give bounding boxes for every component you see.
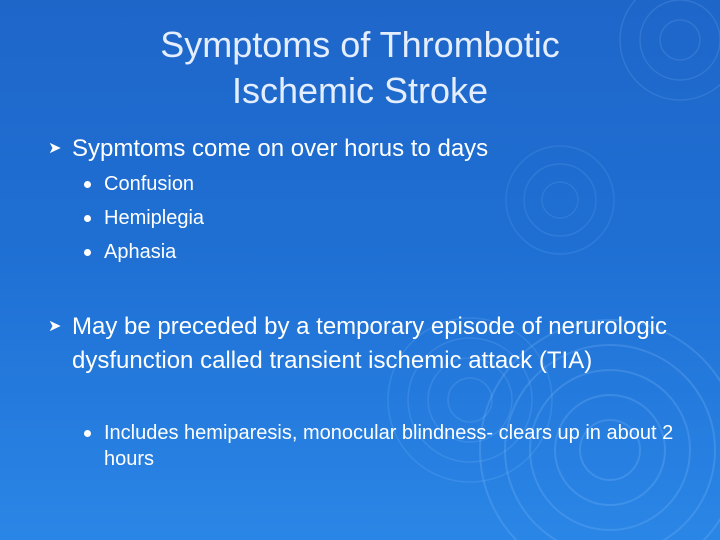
bullet-text: May be preceded by a temporary episode of nerurologic dysfunction called transient ischemic attack (TIA) [72,313,668,374]
sub-bullet-text: Aphasia [104,241,177,263]
dot-bullet-icon [84,215,91,222]
arrowhead-bullet-icon: ➤ [48,140,62,157]
dot-bullet-icon [84,249,91,256]
sub-bullet-text: Hemiplegia [104,207,205,229]
dot-bullet-icon [84,430,91,437]
slide-title-line-1: Symptoms of Thrombotic [160,24,560,65]
dot-bullet-icon [84,181,91,188]
slide-title [0,22,720,114]
slide-title-line-2: Ischemic Stroke [231,70,489,111]
bullet-text: Sypmtoms come on over horus to days [72,135,489,162]
sub-bullet-text: Confusion [104,173,195,195]
arrowhead-bullet-icon: ➤ [48,318,62,335]
sub-bullet-text: Includes hemiparesis, monocular blindness- clears up in about 2 hours [104,422,674,470]
